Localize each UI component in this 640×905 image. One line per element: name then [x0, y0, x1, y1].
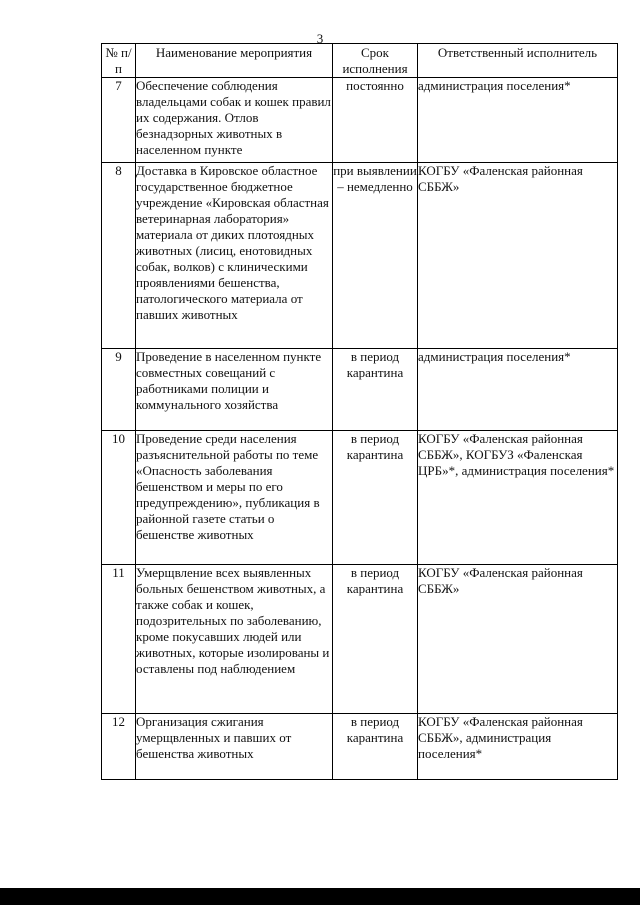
table-row	[102, 714, 618, 780]
row-measure: Умерщвление всех выявленных больных бешенством животных, а также собак и кошек, подозрительных по заболеванию, кроме покусавших людей или животных, которые изолированы и оставлены под наблюдением	[136, 565, 333, 714]
header-responsible: Ответственный исполнитель	[418, 44, 618, 78]
header-num: № п/п	[102, 44, 136, 78]
row-term: при выявлении – немедленно	[333, 163, 418, 349]
row-num: 9	[102, 349, 136, 431]
row-num: 10	[102, 431, 136, 565]
measures-table	[101, 43, 618, 780]
row-measure: Доставка в Кировское областное государственное бюджетное учреждение «Кировская областная ветеринарная лаборатория» материала от диких плотоядных животных (лисиц, енотовидных собак, волков) с клиническими проявлениями бешенства, патологического материала от павших животных	[136, 163, 333, 349]
header-term: Срок исполнения	[333, 44, 418, 78]
row-measure: Проведение среди населения разъяснительной работы по теме «Опасность заболевания бешенством и меры по его предупреждению», публикация в районной газете статьи о бешенстве животных	[136, 431, 333, 565]
row-responsible: КОГБУ «Фаленская районная СББЖ», КОГБУЗ «Фаленская ЦРБ»*, администрация поселения*	[418, 431, 618, 565]
row-term: в период карантина	[333, 565, 418, 714]
row-measure: Организация сжигания умерщвленных и павших от бешенства животных	[136, 714, 333, 780]
row-num: 8	[102, 163, 136, 349]
row-responsible: КОГБУ «Фаленская районная СББЖ»	[418, 565, 618, 714]
row-term: в период карантина	[333, 714, 418, 780]
table-header-row	[102, 44, 618, 78]
table-row	[102, 349, 618, 431]
row-responsible: КОГБУ «Фаленская районная СББЖ»	[418, 163, 618, 349]
header-name: Наименование мероприятия	[136, 44, 333, 78]
row-responsible: администрация поселения*	[418, 78, 618, 163]
row-num: 11	[102, 565, 136, 714]
row-num: 7	[102, 78, 136, 163]
row-term: постоянно	[333, 78, 418, 163]
row-responsible: КОГБУ «Фаленская районная СББЖ», администрация поселения*	[418, 714, 618, 780]
row-term: в период карантина	[333, 349, 418, 431]
row-measure: Обеспечение соблюдения владельцами собак и кошек правил их содержания. Отлов безнадзорных животных в населенном пункте	[136, 78, 333, 163]
page-number: 3	[316, 31, 324, 46]
table-row	[102, 78, 618, 163]
row-measure: Проведение в населенном пункте совместных совещаний с работниками полиции и коммунального хозяйства	[136, 349, 333, 431]
row-num: 12	[102, 714, 136, 780]
row-responsible: администрация поселения*	[418, 349, 618, 431]
row-term: в период карантина	[333, 431, 418, 565]
table-row	[102, 163, 618, 349]
scan-bottom-band	[0, 888, 640, 905]
table-row	[102, 565, 618, 714]
table-row	[102, 431, 618, 565]
